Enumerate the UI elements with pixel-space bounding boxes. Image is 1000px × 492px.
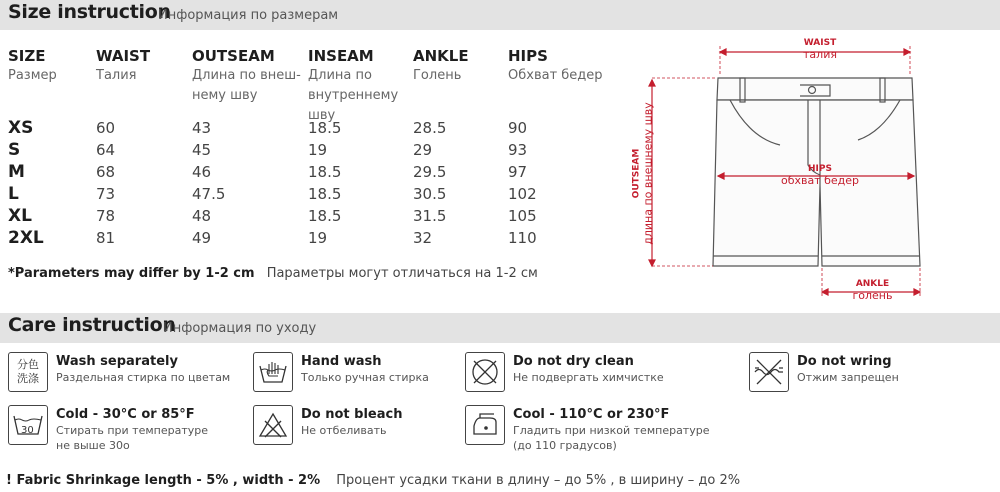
care-text xyxy=(513,353,664,385)
parameters-note xyxy=(8,266,538,281)
outseam-cell: 49 xyxy=(192,229,212,247)
care-label-ru: Раздельная стирка по цветам xyxy=(56,371,231,384)
col-subheader-inseam: Длина по внутреннему шву xyxy=(308,68,399,123)
waist-cell: 68 xyxy=(96,163,116,181)
col-header-size: SIZE xyxy=(8,47,46,65)
waist-cell: 81 xyxy=(96,229,116,247)
care-text xyxy=(56,353,230,385)
parameters-note-ru: Параметры могут отличаться на 1-2 см xyxy=(266,266,538,281)
outseam-cell: 47.5 xyxy=(192,185,226,203)
care-label-ru: Не подвергать химчистке xyxy=(513,371,664,384)
care-label-ru-2: не выше 30о xyxy=(56,439,130,452)
care-label-ru: Стирать при температуре xyxy=(56,424,208,437)
inseam-cell: 18.5 xyxy=(308,185,342,203)
shrinkage-en: ! Fabric Shrinkage length - 5% , width - 2% xyxy=(6,473,321,488)
parameters-note-en: *Parameters may differ by 1-2 cm xyxy=(8,266,255,281)
outseam-cell: 46 xyxy=(192,163,212,181)
care-item-wash-separately xyxy=(8,352,248,394)
shrinkage-ru: Процент усадки ткани в длину – до 5% , в ширину – до 2% xyxy=(336,473,741,488)
inseam-cell: 18.5 xyxy=(308,119,342,137)
ankle-cell: 32 xyxy=(413,229,433,247)
hips-label xyxy=(765,164,875,187)
care-label-ru: Отжим запрещен xyxy=(797,371,899,384)
no-bleach-icon xyxy=(253,405,293,445)
inseam-cell: 19 xyxy=(308,141,328,159)
care-label-ru-2: (до 110 градусов) xyxy=(513,439,617,452)
col-subheader-waist: Талия xyxy=(96,68,137,83)
care-text xyxy=(56,406,208,453)
care-label-en: Cool - 110°C or 230°F xyxy=(513,407,670,422)
outseam-cell: 43 xyxy=(192,119,212,137)
separate-wash-icon-text-1: 分色 xyxy=(17,358,39,371)
care-label-ru: Только ручная стирка xyxy=(301,371,429,384)
size-cell: XS xyxy=(8,118,34,138)
care-label-ru: Не отбеливать xyxy=(301,424,387,437)
waist-label-ru: талия xyxy=(803,48,837,61)
iron-low-icon xyxy=(465,405,505,445)
hips-label-en: HIPS xyxy=(808,164,832,174)
outseam-label-en: OUTSEAM xyxy=(631,148,642,199)
care-label-en: Cold - 30°C or 85°F xyxy=(56,407,195,422)
col-header-hips: HIPS xyxy=(508,47,548,65)
col-subheader-hips: Обхват бедер xyxy=(508,68,603,83)
fabric-shrinkage-note xyxy=(6,473,740,488)
col-header-inseam: INSEAM xyxy=(308,47,374,65)
outseam-cell: 45 xyxy=(192,141,212,159)
outseam-label-ru: длина по внешнему шву xyxy=(641,102,655,245)
care-item-no-wring xyxy=(749,352,949,394)
ankle-label-en: ANKLE xyxy=(855,279,890,289)
waist-cell: 60 xyxy=(96,119,116,137)
care-label-en: Do not bleach xyxy=(301,407,403,422)
waist-cell: 78 xyxy=(96,207,116,225)
hips-cell: 97 xyxy=(508,163,528,181)
care-section-title: Care instruction xyxy=(8,314,176,336)
hips-cell: 102 xyxy=(508,185,537,203)
size-cell: 2XL xyxy=(8,228,44,248)
waist-cell: 73 xyxy=(96,185,116,203)
care-item-iron-low xyxy=(465,405,735,452)
inseam-cell: 19 xyxy=(308,229,328,247)
waist-label-en: WAIST xyxy=(803,38,837,48)
inseam-cell: 18.5 xyxy=(308,163,342,181)
size-section-subtitle: Информация по размерам xyxy=(158,8,339,23)
care-section-header xyxy=(0,313,1000,343)
care-item-no-dry-clean xyxy=(465,352,715,394)
shorts-measurement-diagram xyxy=(630,30,1000,310)
care-item-no-bleach xyxy=(253,405,453,447)
ankle-label xyxy=(840,279,905,302)
col-header-outseam: OUTSEAM xyxy=(192,47,275,65)
wash-30-icon-text: 30 xyxy=(21,425,34,436)
ankle-cell: 30.5 xyxy=(413,185,447,203)
size-section-title: Size instruction xyxy=(8,1,171,23)
waist-label xyxy=(785,38,855,61)
outseam-label xyxy=(632,99,655,249)
hips-cell: 93 xyxy=(508,141,528,159)
ankle-cell: 31.5 xyxy=(413,207,447,225)
care-label-en: Wash separately xyxy=(56,354,178,369)
care-text xyxy=(301,406,403,438)
no-dry-clean-icon xyxy=(465,352,505,392)
hips-label-ru: обхват бедер xyxy=(780,174,860,187)
col-subheader-size: Размер xyxy=(8,68,57,83)
size-cell: M xyxy=(8,162,25,182)
care-text xyxy=(797,353,899,385)
size-section-header xyxy=(0,0,1000,30)
ankle-cell: 28.5 xyxy=(413,119,447,137)
no-wring-icon xyxy=(749,352,789,392)
col-header-ankle: ANKLE xyxy=(413,47,469,65)
wash-30-icon xyxy=(8,405,48,445)
separate-wash-icon xyxy=(8,352,48,392)
care-section-subtitle: Информация по уходу xyxy=(163,321,317,336)
waist-cell: 64 xyxy=(96,141,116,159)
hips-cell: 110 xyxy=(508,229,537,247)
col-subheader-ankle: Голень xyxy=(413,68,462,83)
size-cell: XL xyxy=(8,206,32,226)
size-cell: L xyxy=(8,184,19,204)
care-label-en: Hand wash xyxy=(301,354,382,369)
care-item-hand-wash xyxy=(253,352,453,394)
care-item-cold-wash xyxy=(8,405,248,452)
hand-wash-icon xyxy=(253,352,293,392)
care-label-en: Do not wring xyxy=(797,354,892,369)
hips-cell: 105 xyxy=(508,207,537,225)
outseam-cell: 48 xyxy=(192,207,212,225)
col-subheader-outseam: Длина по внешнему шву xyxy=(192,68,301,103)
hips-cell: 90 xyxy=(508,119,528,137)
ankle-label-ru: голень xyxy=(852,289,893,302)
inseam-cell: 18.5 xyxy=(308,207,342,225)
care-text xyxy=(513,406,709,453)
ankle-cell: 29 xyxy=(413,141,433,159)
separate-wash-icon-text-2: 洗涤 xyxy=(17,372,39,385)
ankle-cell: 29.5 xyxy=(413,163,447,181)
col-header-waist: WAIST xyxy=(96,47,151,65)
care-label-ru: Гладить при низкой температуре xyxy=(513,424,710,437)
size-cell: S xyxy=(8,140,21,160)
care-label-en: Do not dry clean xyxy=(513,354,634,369)
care-text xyxy=(301,353,429,385)
